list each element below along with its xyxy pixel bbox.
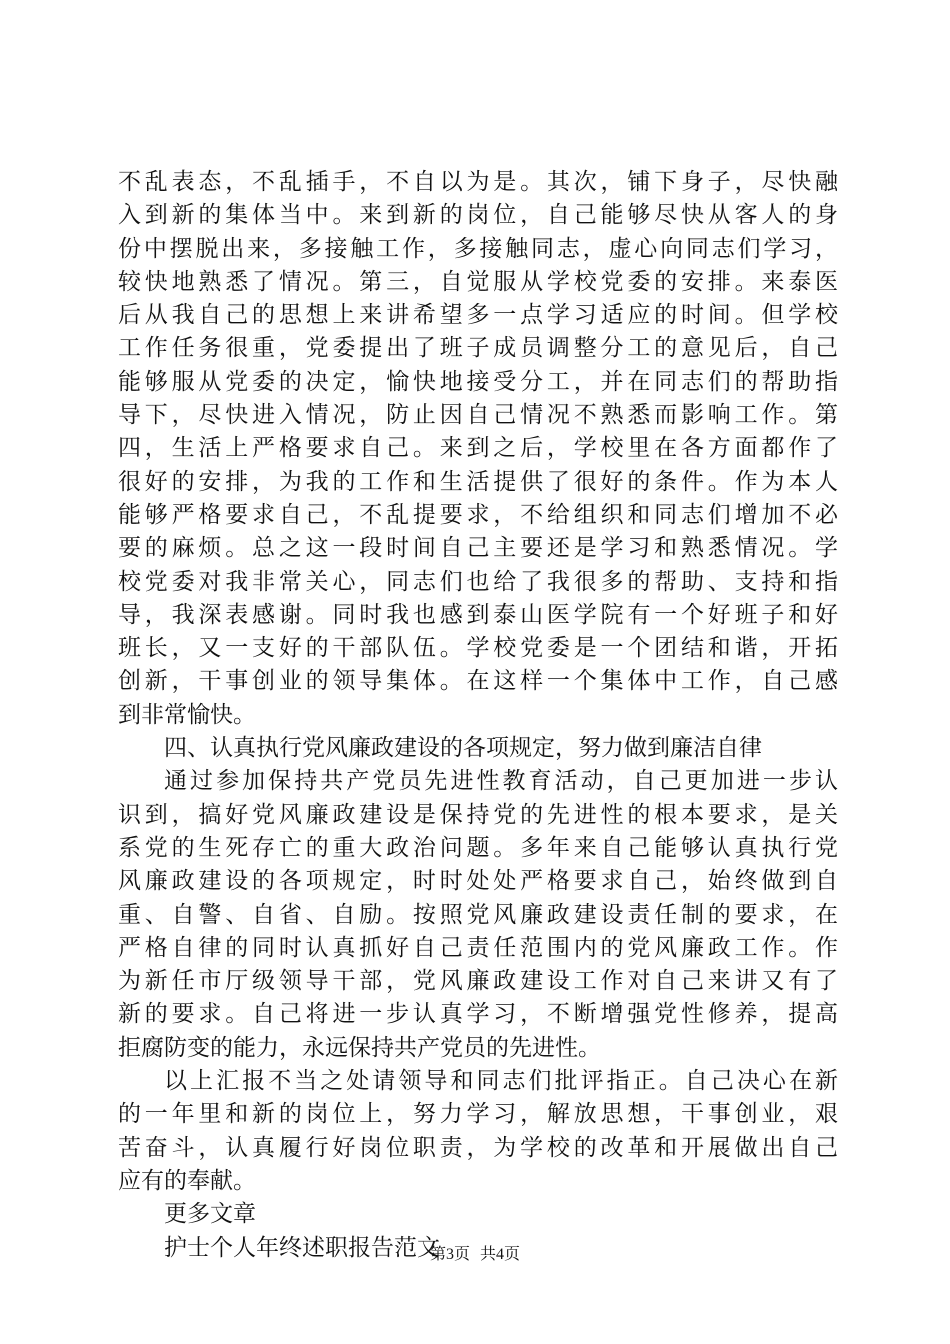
text-line: 为新任市厅级领导干部，党风廉政建设工作对自己来讲又有了 [118,968,838,995]
text-line: 新的要求。自己将进一步认真学习，不断增强党性修养，提高 [118,1001,838,1028]
text-line: 后从我自己的思想上来讲希望多一点学习适应的时间。但学校 [118,302,838,329]
page-total: 共4页 [480,1246,521,1263]
text-line: 能够严格要求自己，不乱提要求，不给组织和同志们增加不必 [118,501,838,528]
text-line: 的一年里和新的岗位上，努力学习，解放思想，干事创业，艰 [118,1101,838,1128]
text-line: 到非常愉快。 [118,701,256,728]
text-line: 校党委对我非常关心，同志们也给了我很多的帮助、支持和指 [118,568,838,595]
paragraph-first-line: 通过参加保持共产党员先进性教育活动，自己更加进一步认 [164,768,838,795]
text-line: 要的麻烦。总之这一段时间自己主要还是学习和熟悉情况。学 [118,535,838,562]
text-line: 拒腐防变的能力，永远保持共产党员的先进性。 [118,1034,601,1061]
text-line: 创新，干事创业的领导集体。在这样一个集体中工作，自己感 [118,668,838,695]
text-line: 很好的安排，为我的工作和生活提供了很好的条件。作为本人 [118,468,838,495]
related-article-link[interactable]: 护士个人年终述职报告范文 [164,1234,440,1261]
text-line: 苦奋斗，认真履行好岗位职责，为学校的改革和开展做出自己 [118,1134,838,1161]
text-line: 应有的奉献。 [118,1167,256,1194]
text-line: 能够服从党委的决定，愉快地接受分工，并在同志们的帮助指 [118,368,838,395]
more-articles-label: 更多文章 [164,1201,256,1228]
section-heading: 四、认真执行党风廉政建设的各项规定，努力做到廉洁自律 [164,735,762,762]
page-number: 第3页 [429,1246,470,1263]
paragraph-first-line: 以上汇报不当之处请领导和同志们批评指正。自己决心在新 [164,1068,838,1095]
text-line: 入到新的集体当中。来到新的岗位，自己能够尽快从客人的身 [118,202,838,229]
text-line: 系党的生死存亡的重大政治问题。多年来自己能够认真执行党 [118,834,838,861]
text-line: 份中摆脱出来，多接触工作，多接触同志，虚心向同志们学习， [118,235,838,262]
text-line: 重、自警、自省、自励。按照党风廉政建设责任制的要求，在 [118,901,838,928]
text-line: 识到，搞好党风廉政建设是保持党的先进性的根本要求，是关 [118,801,838,828]
text-line: 不乱表态，不乱插手，不自以为是。其次，铺下身子，尽快融 [118,169,838,195]
text-line: 严格自律的同时认真抓好自己责任范围内的党风廉政工作。作 [118,934,838,961]
text-line: 班长，又一支好的干部队伍。学校党委是一个团结和谐，开拓 [118,635,838,662]
text-line: 风廉政建设的各项规定，时时处处严格要求自己，始终做到自 [118,868,838,895]
text-line: 工作任务很重，党委提出了班子成员调整分工的意见后，自己 [118,335,838,362]
document-body [118,166,838,1265]
text-line: 四，生活上严格要求自己。来到之后，学校里在各方面都作了 [118,435,838,462]
text-line: 较快地熟悉了情况。第三，自觉服从学校党委的安排。来泰医 [118,268,838,295]
text-line: 导，我深表感谢。同时我也感到泰山医学院有一个好班子和好 [118,601,838,628]
text-line: 导下，尽快进入情况，防止因自己情况不熟悉而影响工作。第 [118,402,838,429]
page-footer [0,1244,950,1266]
